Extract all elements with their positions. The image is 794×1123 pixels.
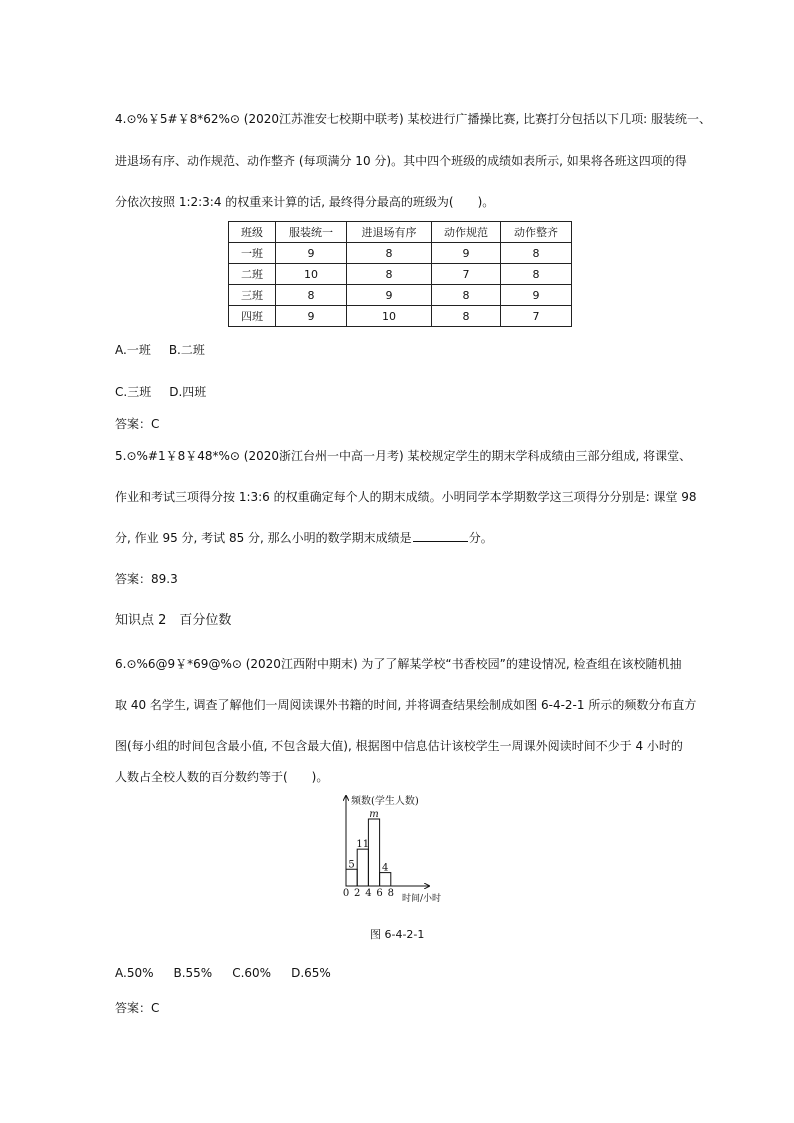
histogram-bars: [346, 809, 391, 886]
bar-data-label: m: [369, 809, 379, 820]
table-header-cell: 动作整齐: [501, 222, 572, 243]
x-tick-labels: [343, 888, 394, 899]
q5-line-1: 5.⊙%#1￥8￥48*%⊙ (2020浙江台州一中高一月考) 某校规定学生的期末学科成绩由三部分组成, 将课堂、: [115, 449, 692, 463]
q6-line-4: 人数占全校人数的百分数约等于( )。: [115, 770, 329, 784]
q6-answer: 答案：C: [115, 1001, 160, 1015]
q6-line-3: 图(每小组的时间包含最小值, 不包含最大值), 根据图中信息估计该校学生一周课外阅读时间不少于 4 小时的: [115, 739, 683, 753]
q5-line-3-text: 分, 作业 95 分, 考试 85 分, 那么小明的数学期末成绩是: [115, 531, 412, 545]
table-cell: 9: [432, 243, 501, 264]
histogram-bar: [346, 869, 357, 886]
table-header-cell: 进退场有序: [347, 222, 432, 243]
table-cell: 9: [501, 285, 572, 306]
table-cell: 9: [347, 285, 432, 306]
table-cell: 8: [347, 243, 432, 264]
q4-options-row-2: [115, 384, 224, 400]
table-cell: 8: [276, 285, 347, 306]
table-header-cell: 服装统一: [276, 222, 347, 243]
q6-line-1: 6.⊙%6@9￥*69@%⊙ (2020江西附中期末) 为了了解某学校“书香校园”的建设情况, 检查组在该校随机抽: [115, 657, 682, 671]
q4-answer: 答案：C: [115, 417, 160, 431]
q4-line-2: 进退场有序、动作规范、动作整齐 (每项满分 10 分)。其中四个班级的成绩如表所示, 如果将各班这四项的得: [115, 154, 687, 168]
q6-option-c[interactable]: C.60%: [232, 966, 272, 980]
table-cell: 四班: [229, 306, 276, 327]
table-cell: 9: [276, 306, 347, 327]
histogram-bar: [380, 873, 391, 886]
q6-option-b[interactable]: B.55%: [173, 966, 213, 980]
table-row: [229, 285, 572, 306]
x-tick-label: 6: [376, 888, 383, 899]
table-header-row: [229, 222, 572, 243]
histogram-bar: [368, 819, 379, 886]
bar-data-label: 11: [356, 839, 370, 851]
q4-option-b[interactable]: B.二班: [168, 343, 205, 357]
q5-line-3: [115, 530, 493, 546]
q6-option-d[interactable]: D.65%: [291, 966, 331, 980]
table-cell: 8: [501, 264, 572, 285]
x-tick-label: 4: [365, 888, 372, 899]
histogram-bar: [357, 849, 368, 886]
bar-data-label: 4: [382, 862, 389, 874]
y-axis-label: 频数(学生人数): [351, 796, 419, 807]
q4-options-row-1: [115, 342, 223, 358]
q5-line-2: 作业和考试三项得分按 1:3:6 的权重确定每个人的期末成绩。小明同学本学期数学这三项得分分别是: 课堂 98: [115, 490, 697, 504]
table-cell: 10: [347, 306, 432, 327]
table-header-cell: 动作规范: [432, 222, 501, 243]
q4-line-3: 分依次按照 1:2:3:4 的权重来计算的话, 最终得分最高的班级为( )。: [115, 195, 495, 209]
table-cell: 8: [432, 306, 501, 327]
q5-answer-blank[interactable]: [413, 530, 468, 542]
q6-line-2: 取 40 名学生, 调查了解他们一周阅读课外书籍的时间, 并将调查结果绘制成如图 6-4-2-1 所示的频数分布直方: [115, 698, 697, 712]
table-cell: 7: [432, 264, 501, 285]
x-axis-label: 时间/小时: [402, 894, 442, 904]
bar-data-label: 5: [348, 859, 355, 871]
table-row: [229, 243, 572, 264]
table-cell: 10: [276, 264, 347, 285]
table-cell: 8: [432, 285, 501, 306]
table-cell: 一班: [229, 243, 276, 264]
table-cell: 二班: [229, 264, 276, 285]
q5-answer: 答案：89.3: [115, 572, 178, 586]
q5-line-3-end: 分。: [468, 531, 493, 545]
x-tick-label: 8: [387, 888, 394, 899]
score-table: [228, 221, 572, 327]
table-header-cell: 班级: [229, 222, 276, 243]
q4-option-a[interactable]: A.一班: [115, 343, 151, 357]
q6-option-a[interactable]: A.50%: [115, 966, 154, 980]
histogram-chart: [336, 792, 456, 907]
table-row: [229, 306, 572, 327]
section-title: 知识点 2 百分位数: [115, 613, 232, 628]
table-cell: 7: [501, 306, 572, 327]
x-tick-label: 2: [354, 888, 361, 899]
table-row: [229, 264, 572, 285]
q4-line-1: 4.⊙%￥5#￥8*62%⊙ (2020江苏淮安七校期中联考) 某校进行广播操比赛, 比赛打分包括以下几项: 服装统一、: [115, 112, 711, 126]
table-cell: 8: [347, 264, 432, 285]
figure-caption: 图 6-4-2-1: [370, 928, 425, 941]
table-cell: 三班: [229, 285, 276, 306]
q6-options-row: [115, 965, 351, 981]
table-cell: 9: [276, 243, 347, 264]
q4-option-c[interactable]: C.三班: [115, 385, 152, 399]
q4-option-d[interactable]: D.四班: [169, 385, 207, 399]
table-cell: 8: [501, 243, 572, 264]
x-tick-label: 0: [342, 888, 350, 899]
